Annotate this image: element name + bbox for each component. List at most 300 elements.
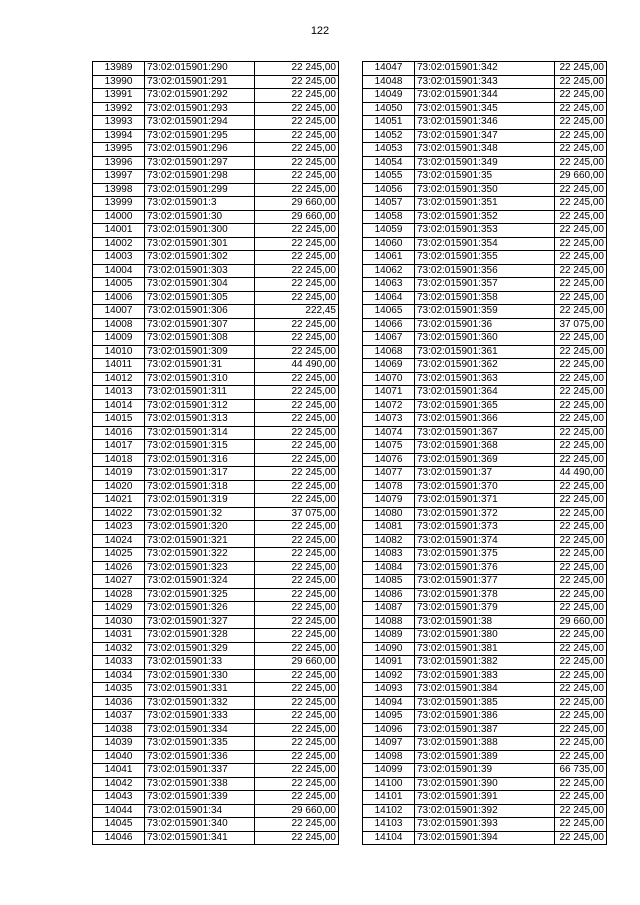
row-number-cell: 14035 (93, 683, 145, 697)
cadastral-number-cell: 73:02:015901:326 (145, 602, 255, 616)
table-row (93, 575, 339, 589)
amount-cell: 22 245,00 (555, 737, 607, 751)
table-row (363, 723, 607, 737)
table-row (363, 453, 607, 467)
cadastral-number-cell: 73:02:015901:34 (145, 804, 255, 818)
amount-cell: 22 245,00 (255, 440, 339, 454)
row-number-cell: 14039 (93, 737, 145, 751)
amount-cell: 22 245,00 (255, 588, 339, 602)
cadastral-number-cell: 73:02:015901:376 (415, 561, 555, 575)
row-number-cell: 14002 (93, 237, 145, 251)
cadastral-number-cell: 73:02:015901:346 (415, 116, 555, 130)
amount-cell: 22 245,00 (555, 62, 607, 76)
table-row (363, 683, 607, 697)
table-row (363, 629, 607, 643)
amount-cell: 22 245,00 (555, 291, 607, 305)
row-number-cell: 13999 (93, 197, 145, 211)
cadastral-number-cell: 73:02:015901:387 (415, 723, 555, 737)
table-row (93, 521, 339, 535)
table-row (363, 278, 607, 292)
amount-cell: 22 245,00 (255, 521, 339, 535)
amount-cell: 22 245,00 (255, 561, 339, 575)
cadastral-number-cell: 73:02:015901:355 (415, 251, 555, 265)
amount-cell: 22 245,00 (555, 710, 607, 724)
row-number-cell: 14017 (93, 440, 145, 454)
cadastral-number-cell: 73:02:015901:298 (145, 170, 255, 184)
cadastral-number-cell: 73:02:015901:391 (415, 791, 555, 805)
amount-cell: 22 245,00 (555, 548, 607, 562)
row-number-cell: 14056 (363, 183, 415, 197)
cadastral-number-cell: 73:02:015901:337 (145, 764, 255, 778)
row-number-cell: 14030 (93, 615, 145, 629)
table-row (363, 318, 607, 332)
table-row (93, 318, 339, 332)
amount-cell: 22 245,00 (255, 669, 339, 683)
amount-cell: 22 245,00 (255, 156, 339, 170)
table-row (363, 386, 607, 400)
row-number-cell: 14097 (363, 737, 415, 751)
table-row (93, 102, 339, 116)
row-number-cell: 14018 (93, 453, 145, 467)
cadastral-number-cell: 73:02:015901:312 (145, 399, 255, 413)
amount-cell: 22 245,00 (255, 143, 339, 157)
amount-cell: 22 245,00 (255, 548, 339, 562)
table-row (93, 737, 339, 751)
table-row (93, 129, 339, 143)
cadastral-number-cell: 73:02:015901:329 (145, 642, 255, 656)
table-row (93, 534, 339, 548)
amount-cell: 22 245,00 (555, 359, 607, 373)
row-number-cell: 14004 (93, 264, 145, 278)
amount-cell: 22 245,00 (555, 561, 607, 575)
cadastral-number-cell: 73:02:015901:374 (415, 534, 555, 548)
row-number-cell: 14067 (363, 332, 415, 346)
table-row (93, 251, 339, 265)
table-row (93, 372, 339, 386)
amount-cell: 22 245,00 (555, 129, 607, 143)
amount-cell: 22 245,00 (255, 602, 339, 616)
table-row (93, 777, 339, 791)
left-register-table (92, 61, 339, 845)
table-row (363, 197, 607, 211)
table-row (93, 305, 339, 319)
cadastral-number-cell: 73:02:015901:290 (145, 62, 255, 76)
amount-cell: 29 660,00 (255, 197, 339, 211)
table-row (93, 143, 339, 157)
amount-cell: 22 245,00 (555, 521, 607, 535)
table-row (363, 440, 607, 454)
table-row (93, 426, 339, 440)
table-row (363, 494, 607, 508)
row-number-cell: 14020 (93, 480, 145, 494)
cadastral-number-cell: 73:02:015901:311 (145, 386, 255, 400)
amount-cell: 22 245,00 (555, 494, 607, 508)
row-number-cell: 14081 (363, 521, 415, 535)
amount-cell: 22 245,00 (555, 588, 607, 602)
table-row (93, 764, 339, 778)
amount-cell: 29 660,00 (555, 615, 607, 629)
table-row (93, 629, 339, 643)
cadastral-number-cell: 73:02:015901:354 (415, 237, 555, 251)
cadastral-number-cell: 73:02:015901:367 (415, 426, 555, 440)
amount-cell: 22 245,00 (555, 683, 607, 697)
row-number-cell: 14057 (363, 197, 415, 211)
table-row (363, 764, 607, 778)
row-number-cell: 14011 (93, 359, 145, 373)
amount-cell: 22 245,00 (555, 156, 607, 170)
table-row (363, 359, 607, 373)
amount-cell: 22 245,00 (555, 426, 607, 440)
cadastral-number-cell: 73:02:015901:364 (415, 386, 555, 400)
row-number-cell: 14021 (93, 494, 145, 508)
amount-cell: 22 245,00 (555, 251, 607, 265)
row-number-cell: 14031 (93, 629, 145, 643)
cadastral-number-cell: 73:02:015901:32 (145, 507, 255, 521)
amount-cell: 22 245,00 (555, 264, 607, 278)
amount-cell: 22 245,00 (255, 372, 339, 386)
row-number-cell: 14080 (363, 507, 415, 521)
table-row (93, 710, 339, 724)
amount-cell: 22 245,00 (555, 210, 607, 224)
row-number-cell: 14093 (363, 683, 415, 697)
table-row (363, 804, 607, 818)
cadastral-number-cell: 73:02:015901:37 (415, 467, 555, 481)
amount-cell: 22 245,00 (255, 467, 339, 481)
amount-cell: 22 245,00 (555, 480, 607, 494)
amount-cell: 22 245,00 (555, 831, 607, 845)
table-row (93, 89, 339, 103)
table-row (363, 89, 607, 103)
row-number-cell: 14006 (93, 291, 145, 305)
amount-cell: 222,45 (255, 305, 339, 319)
cadastral-number-cell: 73:02:015901:317 (145, 467, 255, 481)
table-row (93, 750, 339, 764)
row-number-cell: 14091 (363, 656, 415, 670)
table-row (363, 480, 607, 494)
row-number-cell: 13990 (93, 75, 145, 89)
row-number-cell: 14069 (363, 359, 415, 373)
cadastral-number-cell: 73:02:015901:334 (145, 723, 255, 737)
cadastral-number-cell: 73:02:015901:30 (145, 210, 255, 224)
table-row (93, 413, 339, 427)
table-row (363, 507, 607, 521)
row-number-cell: 14066 (363, 318, 415, 332)
row-number-cell: 14045 (93, 818, 145, 832)
row-number-cell: 14013 (93, 386, 145, 400)
amount-cell: 22 245,00 (555, 696, 607, 710)
row-number-cell: 14043 (93, 791, 145, 805)
row-number-cell: 14022 (93, 507, 145, 521)
cadastral-number-cell: 73:02:015901:318 (145, 480, 255, 494)
amount-cell: 22 245,00 (555, 669, 607, 683)
table-row (363, 143, 607, 157)
amount-cell: 22 245,00 (555, 278, 607, 292)
row-number-cell: 14024 (93, 534, 145, 548)
row-number-cell: 14010 (93, 345, 145, 359)
row-number-cell: 14100 (363, 777, 415, 791)
row-number-cell: 14060 (363, 237, 415, 251)
row-number-cell: 13993 (93, 116, 145, 130)
row-number-cell: 14050 (363, 102, 415, 116)
cadastral-number-cell: 73:02:015901:336 (145, 750, 255, 764)
cadastral-number-cell: 73:02:015901:352 (415, 210, 555, 224)
amount-cell: 22 245,00 (555, 386, 607, 400)
row-number-cell: 14026 (93, 561, 145, 575)
row-number-cell: 14044 (93, 804, 145, 818)
row-number-cell: 14098 (363, 750, 415, 764)
row-number-cell: 14027 (93, 575, 145, 589)
cadastral-number-cell: 73:02:015901:358 (415, 291, 555, 305)
table-row (363, 116, 607, 130)
row-number-cell: 14077 (363, 467, 415, 481)
table-row (363, 170, 607, 184)
cadastral-number-cell: 73:02:015901:327 (145, 615, 255, 629)
row-number-cell: 14102 (363, 804, 415, 818)
cadastral-number-cell: 73:02:015901:314 (145, 426, 255, 440)
row-number-cell: 14015 (93, 413, 145, 427)
table-row (363, 642, 607, 656)
cadastral-number-cell: 73:02:015901:379 (415, 602, 555, 616)
amount-cell: 22 245,00 (555, 102, 607, 116)
table-row (363, 210, 607, 224)
cadastral-number-cell: 73:02:015901:382 (415, 656, 555, 670)
amount-cell: 22 245,00 (255, 453, 339, 467)
table-row (93, 386, 339, 400)
cadastral-number-cell: 73:02:015901:291 (145, 75, 255, 89)
cadastral-number-cell: 73:02:015901:359 (415, 305, 555, 319)
cadastral-number-cell: 73:02:015901:373 (415, 521, 555, 535)
row-number-cell: 14034 (93, 669, 145, 683)
row-number-cell: 14065 (363, 305, 415, 319)
cadastral-number-cell: 73:02:015901:385 (415, 696, 555, 710)
cadastral-number-cell: 73:02:015901:296 (145, 143, 255, 157)
row-number-cell: 14037 (93, 710, 145, 724)
cadastral-number-cell: 73:02:015901:292 (145, 89, 255, 103)
table-row (93, 669, 339, 683)
cadastral-number-cell: 73:02:015901:328 (145, 629, 255, 643)
row-number-cell: 14041 (93, 764, 145, 778)
cadastral-number-cell: 73:02:015901:353 (415, 224, 555, 238)
table-row (93, 359, 339, 373)
table-row (93, 116, 339, 130)
amount-cell: 22 245,00 (255, 318, 339, 332)
amount-cell: 22 245,00 (555, 183, 607, 197)
table-row (93, 440, 339, 454)
row-number-cell: 14001 (93, 224, 145, 238)
table-row (93, 291, 339, 305)
row-number-cell: 14042 (93, 777, 145, 791)
row-number-cell: 14063 (363, 278, 415, 292)
amount-cell: 22 245,00 (255, 831, 339, 845)
cadastral-number-cell: 73:02:015901:360 (415, 332, 555, 346)
row-number-cell: 14075 (363, 440, 415, 454)
amount-cell: 22 245,00 (555, 224, 607, 238)
table-row (363, 602, 607, 616)
cadastral-number-cell: 73:02:015901:348 (415, 143, 555, 157)
cadastral-number-cell: 73:02:015901:297 (145, 156, 255, 170)
table-row (93, 723, 339, 737)
cadastral-number-cell: 73:02:015901:323 (145, 561, 255, 575)
amount-cell: 22 245,00 (255, 629, 339, 643)
table-row (363, 345, 607, 359)
amount-cell: 22 245,00 (555, 237, 607, 251)
cadastral-number-cell: 73:02:015901:302 (145, 251, 255, 265)
amount-cell: 22 245,00 (555, 791, 607, 805)
cadastral-number-cell: 73:02:015901:370 (415, 480, 555, 494)
cadastral-number-cell: 73:02:015901:308 (145, 332, 255, 346)
cadastral-number-cell: 73:02:015901:330 (145, 669, 255, 683)
cadastral-number-cell: 73:02:015901:35 (415, 170, 555, 184)
amount-cell: 22 245,00 (255, 386, 339, 400)
amount-cell: 22 245,00 (255, 818, 339, 832)
table-row (363, 750, 607, 764)
amount-cell: 22 245,00 (555, 642, 607, 656)
row-number-cell: 14083 (363, 548, 415, 562)
table-row (363, 669, 607, 683)
row-number-cell: 14003 (93, 251, 145, 265)
row-number-cell: 13991 (93, 89, 145, 103)
row-number-cell: 14074 (363, 426, 415, 440)
cadastral-number-cell: 73:02:015901:306 (145, 305, 255, 319)
row-number-cell: 13998 (93, 183, 145, 197)
cadastral-number-cell: 73:02:015901:340 (145, 818, 255, 832)
cadastral-number-cell: 73:02:015901:384 (415, 683, 555, 697)
row-number-cell: 14090 (363, 642, 415, 656)
cadastral-number-cell: 73:02:015901:375 (415, 548, 555, 562)
row-number-cell: 14088 (363, 615, 415, 629)
amount-cell: 29 660,00 (555, 170, 607, 184)
amount-cell: 22 245,00 (255, 264, 339, 278)
amount-cell: 22 245,00 (555, 305, 607, 319)
table-row (93, 345, 339, 359)
cadastral-number-cell: 73:02:015901:39 (415, 764, 555, 778)
cadastral-number-cell: 73:02:015901:343 (415, 75, 555, 89)
table-row (93, 453, 339, 467)
amount-cell: 22 245,00 (255, 615, 339, 629)
cadastral-number-cell: 73:02:015901:310 (145, 372, 255, 386)
table-row (363, 831, 607, 845)
amount-cell: 22 245,00 (255, 575, 339, 589)
table-row (363, 426, 607, 440)
row-number-cell: 14058 (363, 210, 415, 224)
table-row (363, 305, 607, 319)
amount-cell: 22 245,00 (255, 750, 339, 764)
amount-cell: 22 245,00 (555, 89, 607, 103)
table-row (93, 507, 339, 521)
row-number-cell: 14016 (93, 426, 145, 440)
table-row (363, 575, 607, 589)
table-row (363, 183, 607, 197)
amount-cell: 22 245,00 (255, 224, 339, 238)
amount-cell: 22 245,00 (255, 764, 339, 778)
amount-cell: 29 660,00 (255, 210, 339, 224)
row-number-cell: 14046 (93, 831, 145, 845)
table-row (93, 210, 339, 224)
cadastral-number-cell: 73:02:015901:372 (415, 507, 555, 521)
cadastral-number-cell: 73:02:015901:394 (415, 831, 555, 845)
cadastral-number-cell: 73:02:015901:301 (145, 237, 255, 251)
cadastral-number-cell: 73:02:015901:393 (415, 818, 555, 832)
row-number-cell: 14103 (363, 818, 415, 832)
amount-cell: 29 660,00 (255, 656, 339, 670)
amount-cell: 22 245,00 (255, 129, 339, 143)
amount-cell: 22 245,00 (555, 413, 607, 427)
amount-cell: 22 245,00 (255, 278, 339, 292)
table-row (93, 62, 339, 76)
amount-cell: 22 245,00 (255, 777, 339, 791)
amount-cell: 22 245,00 (255, 102, 339, 116)
cadastral-number-cell: 73:02:015901:351 (415, 197, 555, 211)
table-row (363, 656, 607, 670)
row-number-cell: 14019 (93, 467, 145, 481)
table-row (363, 777, 607, 791)
table-row (363, 224, 607, 238)
row-number-cell: 14033 (93, 656, 145, 670)
cadastral-number-cell: 73:02:015901:378 (415, 588, 555, 602)
amount-cell: 22 245,00 (255, 723, 339, 737)
cadastral-number-cell: 73:02:015901:313 (145, 413, 255, 427)
row-number-cell: 14008 (93, 318, 145, 332)
cadastral-number-cell: 73:02:015901:349 (415, 156, 555, 170)
row-number-cell: 14059 (363, 224, 415, 238)
amount-cell: 22 245,00 (255, 89, 339, 103)
row-number-cell: 13994 (93, 129, 145, 143)
amount-cell: 44 490,00 (555, 467, 607, 481)
amount-cell: 22 245,00 (255, 291, 339, 305)
amount-cell: 44 490,00 (255, 359, 339, 373)
cadastral-number-cell: 73:02:015901:371 (415, 494, 555, 508)
amount-cell: 22 245,00 (255, 480, 339, 494)
table-row (363, 264, 607, 278)
row-number-cell: 14000 (93, 210, 145, 224)
amount-cell: 22 245,00 (255, 642, 339, 656)
table-row (93, 602, 339, 616)
row-number-cell: 14084 (363, 561, 415, 575)
row-number-cell: 14009 (93, 332, 145, 346)
cadastral-number-cell: 73:02:015901:365 (415, 399, 555, 413)
amount-cell: 22 245,00 (255, 116, 339, 130)
amount-cell: 22 245,00 (555, 116, 607, 130)
row-number-cell: 14049 (363, 89, 415, 103)
cadastral-number-cell: 73:02:015901:383 (415, 669, 555, 683)
cadastral-number-cell: 73:02:015901:331 (145, 683, 255, 697)
row-number-cell: 14082 (363, 534, 415, 548)
amount-cell: 22 245,00 (255, 683, 339, 697)
amount-cell: 22 245,00 (555, 777, 607, 791)
row-number-cell: 14038 (93, 723, 145, 737)
cadastral-number-cell: 73:02:015901:335 (145, 737, 255, 751)
right-register-table (362, 61, 607, 845)
table-row (93, 818, 339, 832)
row-number-cell: 14101 (363, 791, 415, 805)
row-number-cell: 14095 (363, 710, 415, 724)
amount-cell: 22 245,00 (555, 440, 607, 454)
row-number-cell: 14099 (363, 764, 415, 778)
table-row (363, 467, 607, 481)
row-number-cell: 13989 (93, 62, 145, 76)
cadastral-number-cell: 73:02:015901:3 (145, 197, 255, 211)
cadastral-number-cell: 73:02:015901:295 (145, 129, 255, 143)
row-number-cell: 14051 (363, 116, 415, 130)
cadastral-number-cell: 73:02:015901:366 (415, 413, 555, 427)
row-number-cell: 14062 (363, 264, 415, 278)
cadastral-number-cell: 73:02:015901:350 (415, 183, 555, 197)
row-number-cell: 14070 (363, 372, 415, 386)
amount-cell: 22 245,00 (255, 75, 339, 89)
cadastral-number-cell: 73:02:015901:357 (415, 278, 555, 292)
cadastral-number-cell: 73:02:015901:386 (415, 710, 555, 724)
table-row (93, 183, 339, 197)
